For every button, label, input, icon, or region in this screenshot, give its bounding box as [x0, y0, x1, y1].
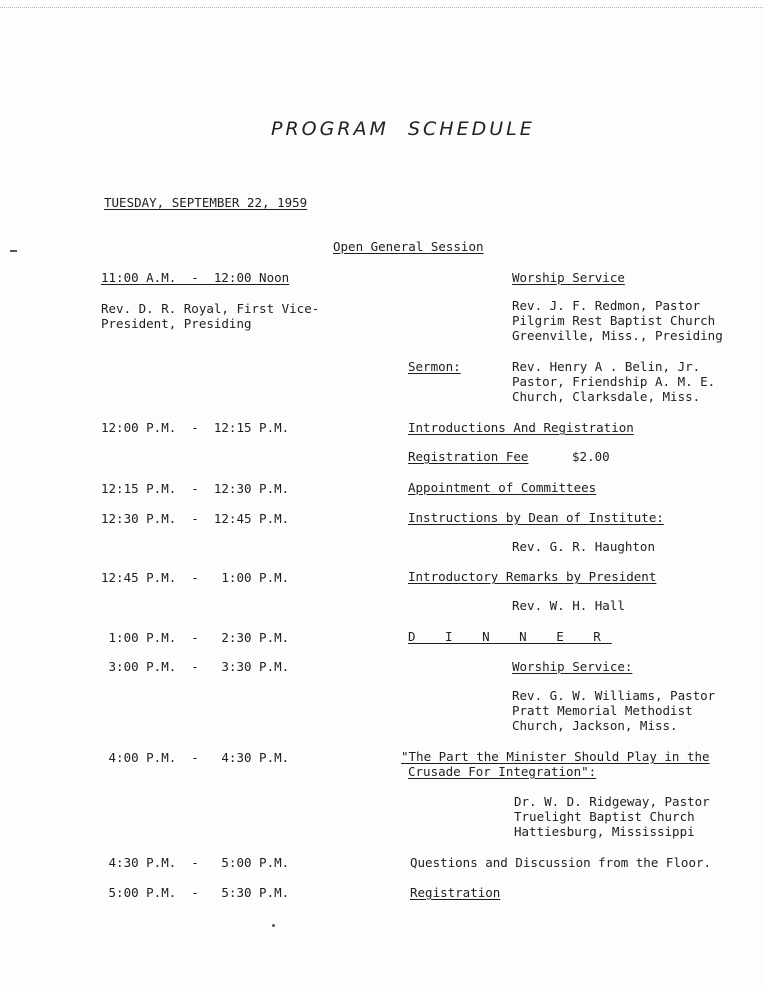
event-title: Registration: [410, 885, 501, 900]
detail-line: Church, Clarksdale, Miss.: [512, 389, 701, 404]
detail-line: Truelight Baptist Church: [514, 809, 695, 824]
event-title: D I N N E R: [408, 629, 612, 644]
time-slot: 12:00 P.M. - 12:15 P.M.: [101, 420, 290, 435]
page-top-edge: [0, 0, 763, 8]
event-title: Introductory Remarks by President: [408, 569, 657, 584]
detail-line: Rev. J. F. Redmon, Pastor: [512, 298, 701, 313]
margin-mark: [10, 250, 17, 252]
detail-line: Hattiesburg, Mississippi: [514, 824, 695, 839]
detail-line: Pratt Memorial Methodist: [512, 703, 693, 718]
event-title: Introductions And Registration: [408, 420, 634, 435]
event-title: Worship Service: [512, 270, 625, 285]
sermon-label: Sermon:: [408, 359, 461, 374]
time-slot: 12:45 P.M. - 1:00 P.M.: [101, 570, 290, 585]
event-title: Worship Service:: [512, 659, 633, 674]
fee-amount: $2.00: [572, 449, 610, 464]
time-slot: 11:00 A.M. - 12:00 Noon: [101, 270, 290, 285]
detail-line: Church, Jackson, Miss.: [512, 718, 678, 733]
time-slot: 3:00 P.M. - 3:30 P.M.: [101, 659, 290, 674]
time-slot: 12:15 P.M. - 12:30 P.M.: [101, 481, 290, 496]
detail-line: Greenville, Miss., Presiding: [512, 328, 723, 343]
schedule-date: TUESDAY, SEPTEMBER 22, 1959: [104, 195, 308, 210]
event-title: Appointment of Committees: [408, 480, 597, 495]
detail-line: Dr. W. D. Ridgeway, Pastor: [514, 794, 710, 809]
time-slot: 4:30 P.M. - 5:00 P.M.: [101, 855, 290, 870]
presider-line: President, Presiding: [101, 316, 252, 331]
detail-line: Pastor, Friendship A. M. E.: [512, 374, 716, 389]
fee-label: Registration Fee: [408, 449, 529, 464]
event-title: Questions and Discussion from the Floor.: [410, 855, 712, 870]
time-slot: 5:00 P.M. - 5:30 P.M.: [101, 885, 290, 900]
detail-line: Rev. G. W. Williams, Pastor: [512, 688, 716, 703]
detail-line: Pilgrim Rest Baptist Church: [512, 313, 716, 328]
time-slot: 12:30 P.M. - 12:45 P.M.: [101, 511, 290, 526]
event-title: "The Part the Minister Should Play in the: [401, 749, 710, 764]
stray-dot: [272, 924, 275, 927]
time-slot: 1:00 P.M. - 2:30 P.M.: [101, 630, 290, 645]
detail-line: Rev. Henry A . Belin, Jr.: [512, 359, 701, 374]
event-title: Crusade For Integration":: [408, 764, 597, 779]
detail-line: Rev. W. H. Hall: [512, 598, 625, 613]
page-title: PROGRAM SCHEDULE: [271, 118, 535, 140]
event-title: Instructions by Dean of Institute:: [408, 510, 664, 525]
time-slot: 4:00 P.M. - 4:30 P.M.: [101, 750, 290, 765]
detail-line: Rev. G. R. Haughton: [512, 539, 655, 554]
session-heading: Open General Session: [333, 239, 484, 254]
presider-line: Rev. D. R. Royal, First Vice-: [101, 301, 320, 316]
